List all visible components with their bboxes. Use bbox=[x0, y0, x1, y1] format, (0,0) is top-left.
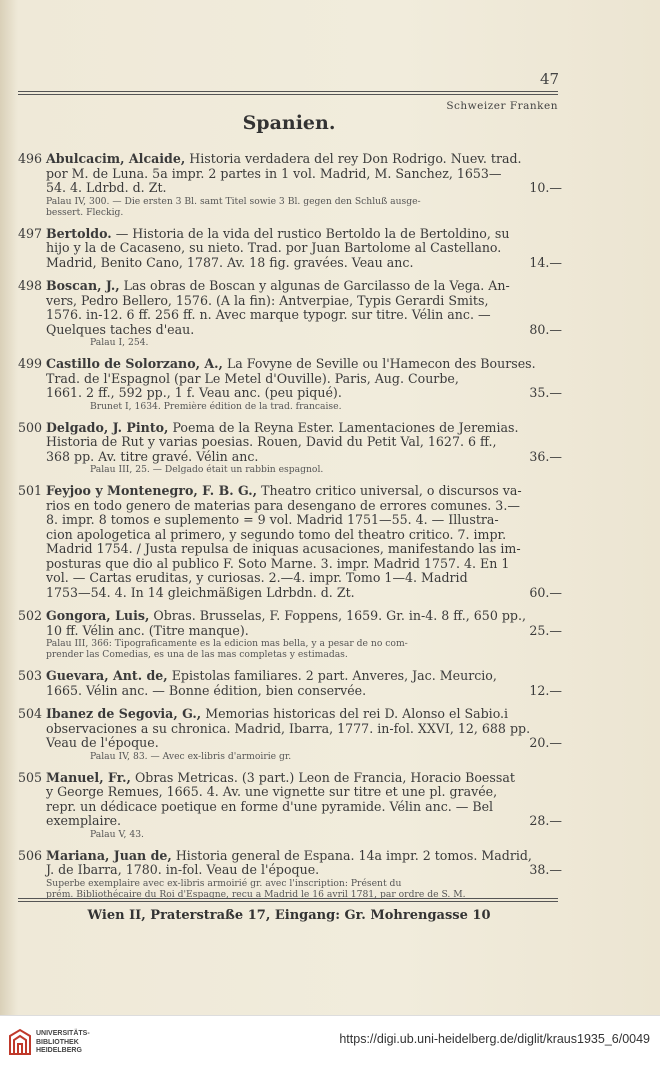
entry-note: Brunet I, 1634. Première édition de la trad. francaise. bbox=[90, 400, 342, 412]
entry-author: Abulcacim, Alcaide, bbox=[46, 151, 186, 166]
footer-address: Wien II, Praterstraße 17, Eingang: Gr. Mohrengasse 10 bbox=[87, 908, 491, 923]
footer-rule bbox=[18, 898, 558, 899]
entry-number: 505 bbox=[18, 769, 43, 785]
catalog-entry bbox=[18, 669, 562, 698]
entry-author: Manuel, Fr., bbox=[46, 769, 131, 785]
entry-author: Feyjoo y Montenegro, F. B. G., bbox=[46, 483, 258, 498]
entry-price: 36.— bbox=[529, 448, 562, 464]
entry-number: 498 bbox=[18, 278, 43, 293]
entry-text: Memorias historicas del rei D. Alonso el Sabio.i bbox=[205, 706, 509, 721]
header-rule bbox=[18, 94, 558, 95]
entry-text: 368 pp. Av. titre gravé. Vélin anc. bbox=[46, 448, 259, 464]
source-url[interactable]: https://digi.ub.uni-heidelberg.de/diglit/kraus1935_6/0049 bbox=[339, 1032, 650, 1046]
entry-text: Historia verdadera del rey Don Rodrigo. Nuev. trad. bbox=[189, 151, 522, 166]
entry-note: Palau IV, 300. — Die ersten 3 Bl. samt Titel sowie 3 Bl. gegen den Schluß ausge- bessert. Fleckig. bbox=[46, 195, 421, 218]
entry-note: Superbe exemplaire avec ex-libris armoirié gr. avec l'inscription: Présent du prém. Bibliothécaire du Roi d'Espagne, recu a Madrid le 16 avril 1781, par ordre de S. M. bbox=[46, 877, 466, 900]
catalog-entry bbox=[18, 152, 562, 218]
catalog-entry bbox=[18, 279, 562, 348]
entry-number: 502 bbox=[18, 608, 43, 623]
entry-text: 1753—54. 4. In 14 gleichmäßigen Ldrbdn. d. Zt. bbox=[46, 584, 355, 600]
entry-text: Poema de la Reyna Ester. Lamentaciones de Jeremias. bbox=[172, 419, 519, 435]
catalog-entry bbox=[18, 771, 562, 840]
entry-number: 500 bbox=[18, 419, 43, 435]
entry-author: Boscan, J., bbox=[46, 278, 120, 293]
entry-text: Theatro critico universal, o discursos va- bbox=[261, 483, 522, 498]
entry-author: Gongora, Luis, bbox=[46, 608, 150, 623]
entry-text: Veau de l'époque. bbox=[46, 735, 159, 750]
entry-number: 503 bbox=[18, 668, 43, 683]
page-number: 47 bbox=[540, 70, 560, 88]
entry-author: Mariana, Juan de, bbox=[46, 847, 172, 863]
entry-price: 60.— bbox=[529, 584, 562, 600]
entry-text: repr. un dédicace poetique en forme d'une pyramide. Vélin anc. — Bel bbox=[46, 798, 494, 814]
entry-text: Madrid 1754. / Justa repulsa de iniquas acusaciones, manifestando las im- bbox=[46, 541, 521, 556]
entry-text: Las obras de Boscan y algunas de Garcilasso de la Vega. An- bbox=[123, 278, 510, 293]
entry-number: 497 bbox=[18, 225, 43, 241]
entry-author: Delgado, J. Pinto, bbox=[46, 419, 169, 435]
entry-number: 504 bbox=[18, 706, 43, 721]
entry-price: 38.— bbox=[529, 862, 562, 877]
entry-text: Historia de Rut y varias poesias. Rouen, David du Petit Val, 1627. 6 ff., bbox=[46, 434, 497, 449]
entry-text: La Fovyne de Seville ou l'Hamecon des Bourses. bbox=[226, 356, 536, 371]
entry-note: Palau III, 366: Tipograficamente es la edicion mas bella, y a pesar de no com- prender las Comedias, es una de las mas completas y estimadas. bbox=[46, 638, 408, 660]
catalog-entry bbox=[18, 357, 562, 412]
footer-rule bbox=[18, 901, 558, 902]
entry-text: Epistolas familiares. 2 part. Anveres, Jac. Meurcio, bbox=[171, 668, 497, 683]
entry-text: vol. — Cartas eruditas, y curiosas. 2.—4. impr. Tomo 1—4. Madrid bbox=[46, 570, 468, 585]
entry-author: Guevara, Ant. de, bbox=[46, 668, 168, 683]
entry-text: observaciones a su chronica. Madrid, Ibarra, 1777. in-fol. XXVI, 12, 688 pp. bbox=[46, 720, 531, 736]
entry-price: 12.— bbox=[529, 682, 562, 698]
entry-author: Castillo de Solorzano, A., bbox=[46, 356, 223, 371]
entry-text: por M. de Luna. 5a impr. 2 partes in 1 vol. Madrid, M. Sanchez, 1653— bbox=[46, 165, 502, 181]
entry-text: 54. 4. Ldrbd. d. Zt. bbox=[46, 180, 167, 195]
entry-author: Ibanez de Segovia, G., bbox=[46, 706, 202, 721]
entry-price: 35.— bbox=[529, 385, 562, 400]
entry-number: 506 bbox=[18, 847, 43, 863]
entry-note: Palau I, 254. bbox=[90, 337, 149, 348]
library-name: UNIVERSITÄTS- BIBLIOTHEK HEIDELBERG bbox=[36, 1030, 90, 1054]
entry-text: Quelques taches d'eau. bbox=[46, 321, 195, 337]
entry-number: 496 bbox=[18, 151, 43, 166]
entry-price: 14.— bbox=[529, 254, 562, 270]
entry-author: Bertoldo. bbox=[46, 225, 112, 241]
entry-text: 1665. Vélin anc. — Bonne édition, bien conservée. bbox=[46, 682, 367, 698]
currency-header: Schweizer Franken bbox=[446, 100, 558, 112]
catalog-entry bbox=[18, 707, 562, 762]
entry-text: 1576. in-12. 6 ff. 256 ff. n. Avec marque typogr. sur titre. Vélin anc. — bbox=[46, 307, 491, 322]
entry-note: Palau IV, 83. — Avec ex-libris d'armoirie gr. bbox=[90, 750, 292, 762]
entry-text: y George Remues, 1665. 4. Av. une vignette sur titre et une pl. gravée, bbox=[46, 784, 498, 799]
entry-text: 1661. 2 ff., 592 pp., 1 f. Veau anc. (peu piqué). bbox=[46, 385, 342, 400]
entry-price: 20.— bbox=[529, 735, 562, 750]
entry-text: Obras Metricas. (3 part.) Leon de Francia, Horacio Boessat bbox=[134, 769, 515, 785]
entry-price: 25.— bbox=[529, 622, 562, 638]
entry-number: 499 bbox=[18, 356, 43, 371]
catalog-entry bbox=[18, 227, 562, 271]
entry-text: 8. impr. 8 tomos e suplemento = 9 vol. Madrid 1751—55. 4. — Illustra- bbox=[46, 512, 499, 527]
catalog-entry bbox=[18, 849, 562, 900]
catalog-entry bbox=[18, 484, 562, 600]
catalog-entry bbox=[18, 421, 562, 476]
entry-text: hijo y la de Cacaseno, su nieto. Trad. por Juan Bartolome al Castellano. bbox=[46, 240, 502, 255]
entry-text: J. de Ibarra, 1780. in-fol. Veau de l'époque. bbox=[46, 862, 320, 877]
library-logo-icon bbox=[8, 1028, 32, 1056]
entry-text: Obras. Brusselas, F. Foppens, 1659. Gr. in-4. 8 ff., 650 pp., bbox=[153, 608, 526, 623]
entry-text: vers, Pedro Bellero, 1576. (A la fin): Antverpiae, Typis Gerardi Smits, bbox=[46, 292, 489, 308]
entry-text: Historia general de Espana. 14a impr. 2 tomos. Madrid, bbox=[175, 847, 532, 863]
viewer-bottom-bar bbox=[0, 1015, 660, 1067]
catalog-entry bbox=[18, 609, 562, 660]
entry-note: Palau V, 43. bbox=[90, 828, 144, 840]
entry-number: 501 bbox=[18, 483, 43, 498]
entry-text: 10 ff. Vélin anc. (Titre manque). bbox=[46, 622, 249, 638]
catalog-entries bbox=[18, 152, 562, 909]
entry-text: Trad. de l'Espagnol (par Le Metel d'Ouville). Paris, Aug. Courbe, bbox=[46, 370, 459, 386]
entry-note: Palau III, 25. — Delgado était un rabbin espagnol. bbox=[90, 464, 324, 475]
entry-text: posturas que dio al publico F. Soto Marne. 3. impr. Madrid 1757. 4. En 1 bbox=[46, 555, 510, 571]
entry-text: exemplaire. bbox=[46, 813, 122, 828]
entry-text: cion apologetica al primero, y segundo tomo del theatro critico. 7. impr. bbox=[46, 526, 507, 542]
entry-price: 80.— bbox=[529, 321, 562, 337]
entry-price: 28.— bbox=[529, 813, 562, 828]
section-title: Spanien. bbox=[242, 112, 336, 134]
header-rule bbox=[18, 91, 558, 92]
entry-price: 10.— bbox=[529, 180, 562, 195]
entry-text: — Historia de la vida del rustico Bertoldo la de Bertoldino, su bbox=[115, 225, 510, 241]
entry-text: Madrid, Benito Cano, 1787. Av. 18 fig. gravées. Veau anc. bbox=[46, 254, 414, 270]
entry-text: rios en todo genero de materias para desengano de errores comunes. 3.— bbox=[46, 497, 520, 513]
